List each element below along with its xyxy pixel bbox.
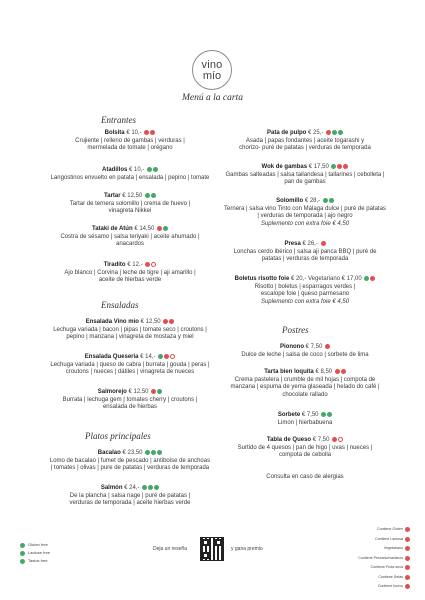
- item-price: € 7,50: [301, 412, 319, 419]
- nuts-free-icon: [20, 559, 25, 564]
- legend-row: [20, 549, 50, 557]
- item-name: Tataki de Atún: [91, 226, 133, 233]
- item-desc: pepino | manzana | vinagreta de mostaza y miel: [66, 334, 194, 341]
- item-price: € 14,50: [134, 226, 155, 233]
- item-name: Solomillo: [276, 198, 304, 205]
- item-desc: manzana | espuma de yema glaseada | helado do café |: [230, 384, 380, 391]
- review-text-left: Deja un reseña: [153, 546, 187, 552]
- qr-code-icon[interactable]: [200, 537, 224, 561]
- gluten-icon: [157, 226, 162, 231]
- menu-item-pata-de-pulpo: [200, 130, 410, 153]
- legend-label: Vegetariano: [383, 546, 403, 550]
- nuts-free-icon: [154, 485, 159, 490]
- lactose-free-icon: [151, 450, 156, 455]
- lactose-icon: [164, 354, 169, 359]
- item-name: Bolsita: [104, 130, 125, 137]
- item-desc: ensalada de hierbas: [102, 404, 158, 411]
- item-desc: Limon | hierbabuena: [277, 419, 333, 426]
- item-name: Presa: [284, 241, 301, 248]
- item-name: Salmorejo: [97, 389, 127, 396]
- menu-item-wok-de-gambas: [190, 164, 420, 187]
- item-price: € 25,-: [308, 130, 324, 137]
- gluten-free-icon: [145, 450, 150, 455]
- gluten-icon: [145, 262, 150, 267]
- item-desc: Lechuga variada | bacon | pipas | tomate seco | croutons |: [53, 326, 207, 333]
- gluten-free-icon: [142, 485, 147, 490]
- lactose-free-icon: [338, 130, 343, 135]
- item-name: Ensalada Vino mio: [85, 319, 139, 326]
- legend-row: [358, 573, 410, 583]
- gluten-icon: [321, 241, 326, 246]
- item-desc: Surtido de 4 quesos | pan de higo | uvas | nueces |: [237, 444, 373, 451]
- lactose-free-icon: [329, 198, 334, 203]
- item-desc: Burrata | lechuga gem | tomates cherry | croutons |: [62, 396, 198, 403]
- item-price: € 28,-: [304, 198, 321, 205]
- legend-label: Contiene huevo: [377, 584, 403, 588]
- lactose-free-icon: [151, 193, 156, 198]
- item-price: € 26,-: [302, 241, 318, 248]
- shellfish-icon: [343, 164, 348, 169]
- item-price: € 10,-: [129, 167, 145, 174]
- item-desc: Lechuga variada | queso de cabra | burrata | gouda | peras |: [50, 361, 210, 368]
- section-entrantes: Entrantes: [101, 115, 136, 125]
- item-desc: verduras de temporada | aceite hierbas verde: [69, 500, 191, 507]
- legend-row: [358, 563, 410, 573]
- lactose-icon: [370, 276, 375, 281]
- item-desc: Risotto | boletus | esparragos verdes |: [254, 283, 356, 290]
- menu-item-solomillo: [190, 198, 420, 228]
- legend-label: Gluten free: [28, 542, 48, 547]
- menu-item-boletus-risotto: [185, 276, 425, 306]
- item-name: Sorbete: [277, 412, 301, 419]
- item-desc: pan de gambas: [284, 179, 326, 186]
- item-desc: | tomates | olivas | pure de patatas | verduras de temporada: [50, 465, 210, 472]
- item-name: Pionono: [279, 344, 304, 351]
- item-price: € 12,50: [140, 319, 161, 326]
- nuts-free-icon: [157, 450, 162, 455]
- qr-corner: [215, 539, 222, 546]
- legend-row: [358, 535, 410, 545]
- lactose-icon: [325, 344, 330, 349]
- item-desc: Gambas salteadas | salsa tailandesa | tallarines | cebolleta |: [225, 171, 385, 178]
- gluten-free-icon: [20, 543, 25, 548]
- gluten-icon: [163, 319, 168, 324]
- item-desc: Crema pastelera | crumble de mil hojas | compota de: [234, 376, 376, 383]
- section-ensaladas: Ensaladas: [101, 300, 139, 310]
- lactose-free-icon: [153, 167, 158, 172]
- legend-row: [20, 557, 50, 565]
- item-price: € 8,50: [315, 369, 333, 376]
- restaurant-logo: [192, 50, 232, 90]
- item-price: € 12,50: [128, 389, 149, 396]
- item-price: € 24,-: [124, 485, 140, 492]
- nuts-icon: [338, 437, 343, 442]
- item-name: Atadillos: [101, 167, 128, 174]
- gluten-free-icon: [332, 130, 337, 135]
- lactose-free-icon: [20, 551, 25, 556]
- fish-icon: [151, 262, 156, 267]
- menu-item-pionono: [205, 344, 405, 359]
- item-desc: mermelada de tomate | orégano: [87, 145, 173, 152]
- item-supplement: Suplemento con extra foie € 4,50: [260, 220, 350, 227]
- gluten-icon: [144, 130, 149, 135]
- menu-item-ensalada-vino-mio: [20, 319, 240, 342]
- item-name: Wok de gambas: [261, 164, 308, 171]
- item-name: Tartar: [104, 193, 121, 200]
- menu-item-sorbete: [215, 412, 395, 427]
- item-price: € 12,-: [127, 262, 143, 269]
- item-desc: chorizo- puré de patatas | verduras de temporada: [239, 145, 371, 152]
- legend-label: Contiene Setas: [378, 574, 403, 579]
- item-price: € 14,-: [140, 354, 156, 361]
- logo-line-2: mío: [202, 70, 222, 82]
- item-price: € 7,50: [305, 344, 323, 351]
- item-name: Tabla de Queso: [266, 437, 312, 444]
- legend-label: Contiene Lactosa: [375, 536, 403, 541]
- lactose-icon: [332, 437, 337, 442]
- gluten-free-icon: [323, 198, 328, 203]
- legend-free: [20, 541, 50, 565]
- lactose-icon: [169, 319, 174, 324]
- logo-line-1: vino: [201, 59, 223, 71]
- item-supplement: Suplemento con extra foie € 4,50: [260, 298, 350, 305]
- gluten-free-icon: [145, 193, 150, 198]
- lactose-free-icon: [331, 164, 336, 169]
- menu-item-bolsita: [40, 130, 220, 153]
- gluten-free-icon: [364, 276, 369, 281]
- item-name: Salmón: [100, 485, 123, 492]
- item-name: Pata de pulpo: [266, 130, 307, 137]
- item-price: € 23,50: [122, 450, 143, 457]
- lactose-icon: [150, 130, 155, 135]
- menu-title: Menú a la carta: [182, 93, 243, 103]
- gluten-icon: [335, 369, 340, 374]
- legend-row: [20, 541, 50, 549]
- item-desc: Ternera | salsa vino Tinto con Málaga dulce | puré de patatas: [224, 205, 386, 212]
- item-desc: | verduras de temporada | ajo negro: [257, 213, 353, 220]
- legend-row: [358, 582, 410, 592]
- review-text-right: y gana premio: [231, 546, 263, 552]
- item-desc: anacardos: [115, 241, 145, 248]
- lactose-free-icon: [327, 412, 332, 417]
- section-platos-principales: Platos principales: [85, 431, 151, 441]
- fish-icon: [405, 556, 410, 561]
- item-desc: Lomo de bacalao | fumet de pescado | antiboise de anchoas: [49, 457, 211, 464]
- item-name: Boletus risotto foie: [234, 276, 290, 283]
- legend-label: Contiene Gluten: [377, 527, 403, 531]
- mushroom-icon: [405, 575, 410, 580]
- item-desc: De la plancha | salsa nage | puré de patatas |: [69, 492, 191, 499]
- legend-row: [358, 525, 410, 535]
- fish-icon: [326, 130, 331, 135]
- gluten-icon: [337, 164, 342, 169]
- egg-icon: [405, 584, 410, 589]
- item-price: € 12,50: [122, 193, 143, 200]
- menu-item-presa: [195, 241, 415, 264]
- item-desc: chocolate rallado: [282, 391, 328, 398]
- menu-item-tabla-de-queso: [200, 437, 410, 460]
- menu-item-tarta-bien-loquita: [195, 369, 415, 399]
- allergy-note: Consulta en caso de alergias: [266, 474, 344, 480]
- lactose-icon: [341, 369, 346, 374]
- qr-corner: [202, 539, 209, 546]
- item-desc: Ajo blanco | Corvina | leche de tigre | aji amarillo |: [64, 269, 196, 276]
- item-desc: Costra de sésamo | salsa teriyaki | aceite ahumado |: [60, 233, 200, 240]
- item-desc: escalope foie | queso parmesano: [260, 291, 350, 298]
- item-desc: vinagreta Nikkei: [108, 208, 152, 215]
- item-price: € 17,50: [308, 164, 329, 171]
- item-name: Ensalada Queseria: [84, 354, 139, 361]
- lactose-free-icon: [148, 485, 153, 490]
- section-postres: Postres: [282, 325, 309, 335]
- item-price: € 10,-: [126, 130, 142, 137]
- nuts-icon: [405, 565, 410, 570]
- item-desc: Langostinos envuelto en patata | ensalada | pepino | tomate: [50, 174, 210, 181]
- gluten-icon: [405, 527, 410, 532]
- item-name: Tiradito: [103, 262, 126, 269]
- gluten-free-icon: [147, 167, 152, 172]
- item-desc: Dulce de leche | salsa de coco | sorbete de lima: [241, 351, 369, 358]
- item-desc: Asada | papas fondantes | aceite togarashi y: [245, 137, 365, 144]
- nuts-icon: [170, 354, 175, 359]
- vegetarian-icon: [157, 389, 162, 394]
- item-price: € 20,- Vegetariano € 17,00: [290, 276, 362, 283]
- item-desc: compota de cebolla: [278, 452, 332, 459]
- vegetarian-icon: [158, 354, 163, 359]
- menu-item-salmon: [25, 485, 235, 508]
- gluten-icon: [151, 389, 156, 394]
- qr-corner: [202, 552, 209, 559]
- legend-row: [358, 554, 410, 564]
- item-price: € 7,50: [312, 437, 330, 444]
- lactose-icon: [405, 537, 410, 542]
- gluten-free-icon: [321, 412, 326, 417]
- legend-label: Tastos free: [28, 558, 48, 563]
- item-desc: Crujiente | relleno de gambas | verduras |: [75, 137, 185, 144]
- legend-label: Contiene Fruta seca: [370, 565, 403, 569]
- item-desc: Tartar de ternera solomillo | crema de huevo |: [69, 200, 191, 207]
- item-desc: patatas | verduras de temporada: [261, 256, 349, 263]
- legend-label: Lactose free: [28, 550, 51, 555]
- item-desc: Lonchas cerdo ibérico | salsa aji panca BBQ | puré de: [233, 248, 377, 255]
- item-desc: aceite de hierbas verde: [98, 277, 162, 284]
- item-name: Bacalao: [97, 450, 121, 457]
- legend-row: [358, 544, 410, 554]
- legend-allergens: [358, 525, 410, 592]
- item-desc: croutons | nueces | dátiles | vinagreta de nueces: [65, 369, 195, 376]
- lactose-free-icon: [163, 226, 168, 231]
- item-name: Tarta bien loquita: [264, 369, 314, 376]
- legend-label: Contiene Pescado/mariscos: [358, 555, 403, 560]
- vegetarian-icon: [405, 546, 410, 551]
